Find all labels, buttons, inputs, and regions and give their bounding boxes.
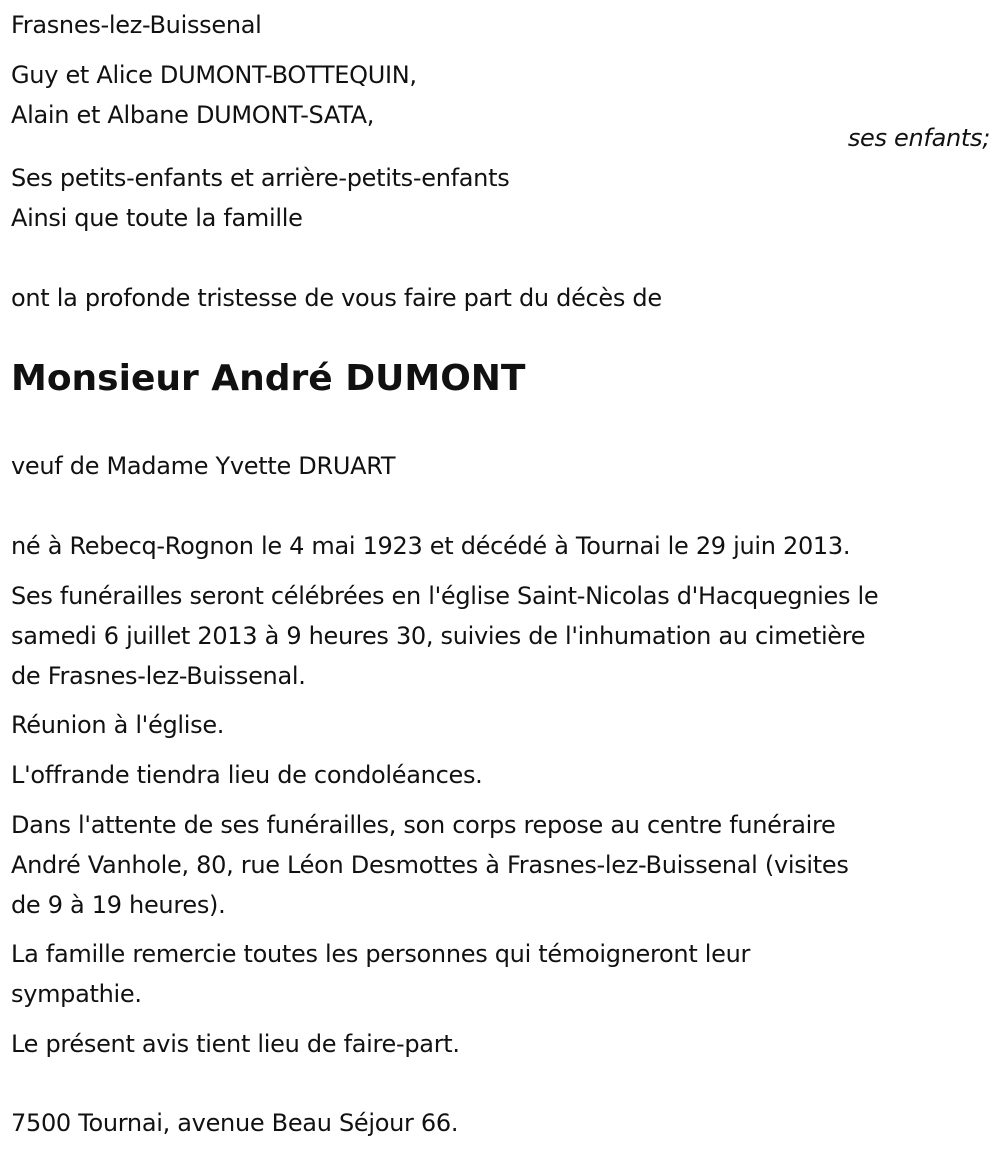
children-label: ses enfants; [847, 124, 990, 152]
address: 7500 Tournai, avenue Beau Séjour 66. [11, 1109, 459, 1137]
notice-statement: Le présent avis tient lieu de faire-part. [11, 1030, 460, 1058]
viewing-line-3: de 9 à 19 heures). [11, 891, 226, 919]
meeting: Réunion à l'église. [11, 711, 225, 739]
viewing-line-2: André Vanhole, 80, rue Léon Desmottes à Frasnes-lez-Buissenal (visites [11, 851, 849, 879]
deceased-name: Monsieur André DUMONT [11, 358, 526, 399]
family-line-1: Ses petits-enfants et arrière-petits-enfants [11, 164, 510, 192]
birth-death: né à Rebecq-Rognon le 4 mai 1923 et décédé à Tournai le 29 juin 2013. [11, 532, 851, 560]
children-line-2: Alain et Albane DUMONT-SATA, [11, 101, 375, 129]
children-line-1: Guy et Alice DUMONT-BOTTEQUIN, [11, 61, 417, 89]
viewing-line-1: Dans l'attente de ses funérailles, son corps repose au centre funéraire [11, 811, 836, 839]
announcement: ont la profonde tristesse de vous faire part du décès de [11, 284, 662, 312]
offering: L'offrande tiendra lieu de condoléances. [11, 761, 483, 789]
place: Frasnes-lez-Buissenal [11, 11, 262, 39]
funeral-line-1: Ses funérailles seront célébrées en l'église Saint-Nicolas d'Hacquegnies le [11, 582, 879, 610]
widower-of: veuf de Madame Yvette DRUART [11, 452, 396, 480]
thanks-line-1: La famille remercie toutes les personnes qui témoigneront leur [11, 940, 751, 968]
funeral-line-2: samedi 6 juillet 2013 à 9 heures 30, suivies de l'inhumation au cimetière [11, 622, 866, 650]
thanks-line-2: sympathie. [11, 980, 142, 1008]
family-line-2: Ainsi que toute la famille [11, 204, 303, 232]
funeral-line-3: de Frasnes-lez-Buissenal. [11, 662, 306, 690]
